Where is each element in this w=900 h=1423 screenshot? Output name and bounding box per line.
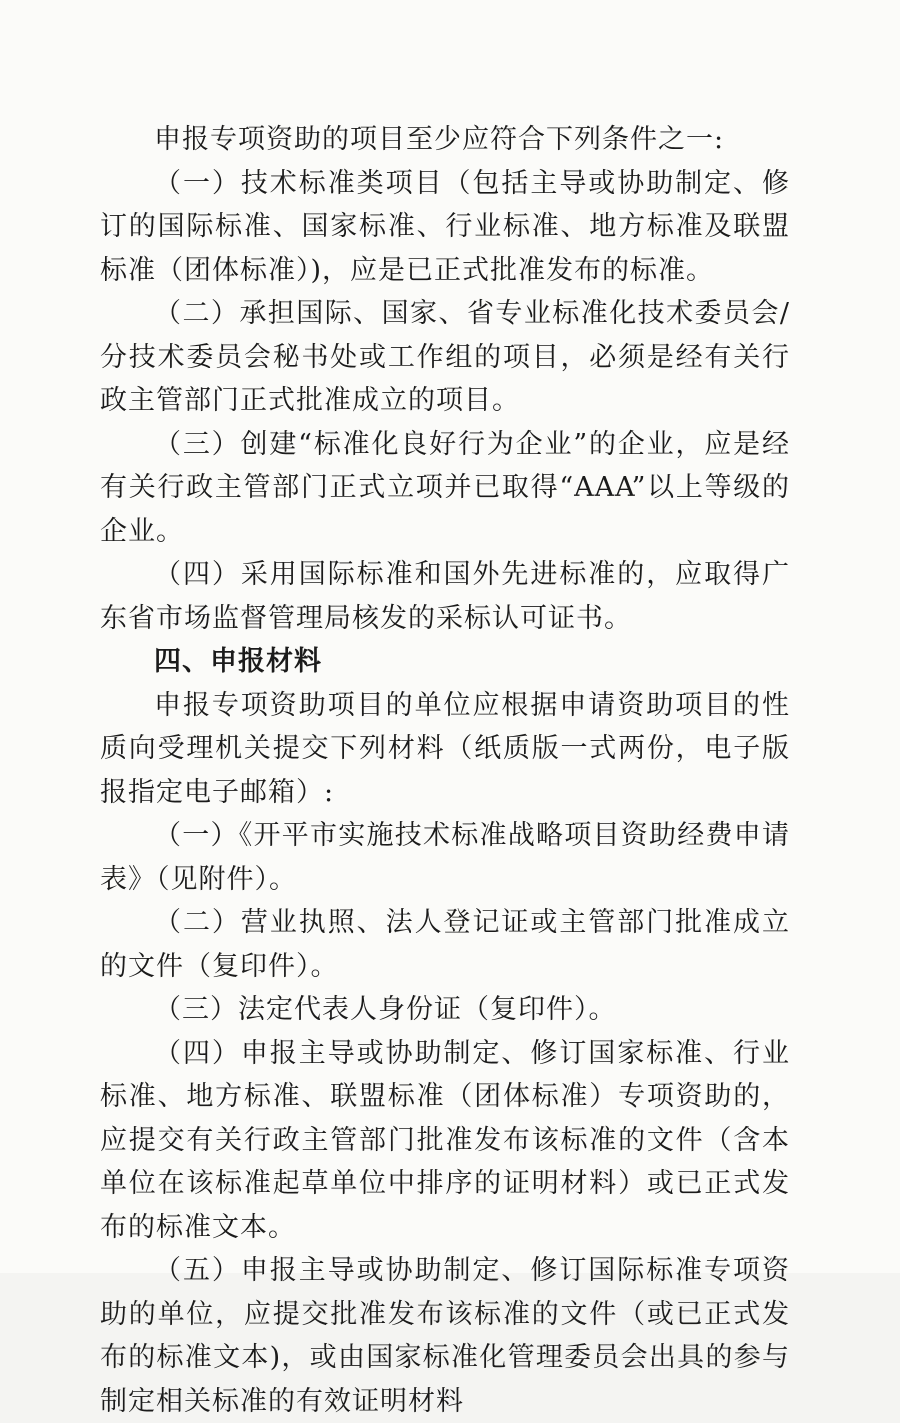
- paragraph-conditions-intro: 申报专项资助的项目至少应符合下列条件之一:: [154, 124, 725, 155]
- paragraph-condition-1: （一）技术标准类项目（包括主导或协助制定、修订的国际标准、国家标准、行业标准、地方标准及联盟标准（团体标准）)，应是已正式批准发布的标准。: [100, 167, 790, 286]
- section-heading-materials: 四、申报材料: [154, 646, 322, 677]
- paragraph-materials-intro: 申报专项资助项目的单位应根据申请资助项目的性质向受理机关提交下列材料（纸质版一式两份，电子版报指定电子邮箱）:: [100, 689, 790, 808]
- paragraph-material-4: （四）申报主导或协助制定、修订国家标准、行业标准、地方标准、联盟标准（团体标准）专项资助的，应提交有关行政主管部门批准发布该标准的文件（含本单位在该标准起草单位中排序的证明材料）或已正式发布的标准文本。: [100, 1037, 790, 1243]
- paragraph-condition-4: （四）采用国际标准和国外先进标准的，应取得广东省市场监督管理局核发的采标认可证书。: [100, 559, 790, 634]
- paragraph-material-2: （二）营业执照、法人登记证或主管部门批准成立的文件（复印件）。: [100, 907, 790, 982]
- paragraph-material-5: （五）申报主导或协助制定、修订国际标准专项资助的单位，应提交批准发布该标准的文件（或已正式发布的标准文本)，或由国家标准化管理委员会出具的参与制定相关标准的有效证明材料: [100, 1255, 790, 1417]
- paragraph-material-3: （三）法定代表人身份证（复印件）。: [154, 994, 617, 1025]
- paragraph-condition-3: （三）创建“标准化良好行为企业”的企业，应是经有关行政主管部门正式立项并已取得“AAA”以上等级的企业。: [100, 428, 790, 547]
- paragraph-material-1: （一）《开平市实施技术标准战略项目资助经费申请表》（见附件）。: [100, 820, 790, 895]
- paragraph-condition-2: （二）承担国际、国家、省专业标准化技术委员会/分技术委员会秘书处或工作组的项目，必须是经有关行政主管部门正式批准成立的项目。: [100, 298, 790, 416]
- document-body: [100, 118, 790, 1423]
